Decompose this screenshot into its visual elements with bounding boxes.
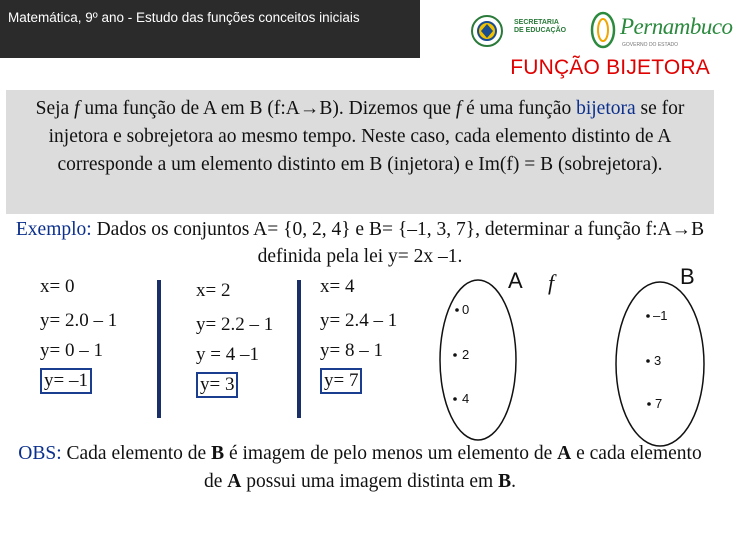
- obs-label: OBS:: [18, 443, 62, 464]
- set-a-label: A: [508, 268, 523, 293]
- brand-subtitle: GOVERNO DO ESTADO: [622, 42, 679, 48]
- definition-keyword: bijetora: [576, 98, 636, 119]
- example-statement: Exemplo: Dados os conjuntos A= {0, 2, 4} e B= {–1, 3, 7}, determinar a função f:A→B definida pela lei y= 2x –1.: [15, 219, 705, 267]
- set-b-element: 7: [655, 396, 663, 411]
- set-a-oval: [440, 280, 516, 440]
- set-a-element: 4: [462, 391, 470, 406]
- set-b-element: 3: [654, 353, 662, 368]
- element-dot: [453, 397, 457, 401]
- element-dot: [453, 353, 457, 357]
- element-dot: [647, 402, 651, 406]
- set-b-element: –1: [653, 308, 668, 323]
- element-dot: [455, 308, 459, 312]
- element-dot: [646, 314, 650, 318]
- calc-result: y= 7: [320, 368, 362, 394]
- calc-x: x= 4: [320, 276, 355, 297]
- calc-step: y= 8 – 1: [320, 340, 383, 361]
- secretaria-logo-text: SECRETARIA DE EDUCAÇÃO: [514, 19, 567, 34]
- calc-x: x= 2: [196, 280, 231, 301]
- calc-step: y= 0 – 1: [40, 340, 103, 361]
- set-a-element: 2: [462, 347, 470, 362]
- element-dot: [646, 359, 650, 363]
- calc-step: y= 2.2 – 1: [196, 314, 274, 335]
- set-b-label: B: [680, 264, 695, 289]
- function-label: f: [548, 270, 555, 295]
- definition-text: Seja f uma função de A em B (f:A→B). Dizemos que f é uma função bijetora se for injetora e sobrejetora ao mesmo tempo. Neste caso, cada elemento distinto de A corresponde a um elemento distinto em B (injetora) e Im(f) = B (sobrejetora).: [35, 98, 685, 175]
- example-label: Exemplo:: [15, 219, 92, 240]
- calc-step: y= 2.0 – 1: [40, 310, 118, 331]
- course-title: Matemática, 9º ano - Estudo das funções conceitos iniciais: [8, 10, 360, 25]
- calc-result: y= –1: [40, 368, 92, 394]
- calc-step: y= 2.4 – 1: [320, 310, 398, 331]
- set-a-element: 0: [462, 302, 470, 317]
- observation-text: OBS: Cada elemento de B é imagem de pelo menos um elemento de A e cada elemento de A possui uma imagem distinta em B.: [18, 443, 702, 492]
- calc-result: y= 3: [196, 372, 238, 398]
- calc-step: y = 4 –1: [196, 344, 259, 365]
- brand-name: Pernambuco: [620, 14, 733, 39]
- calc-x: x= 0: [40, 276, 75, 297]
- slide-title: FUNÇÃO BIJETORA: [510, 56, 710, 79]
